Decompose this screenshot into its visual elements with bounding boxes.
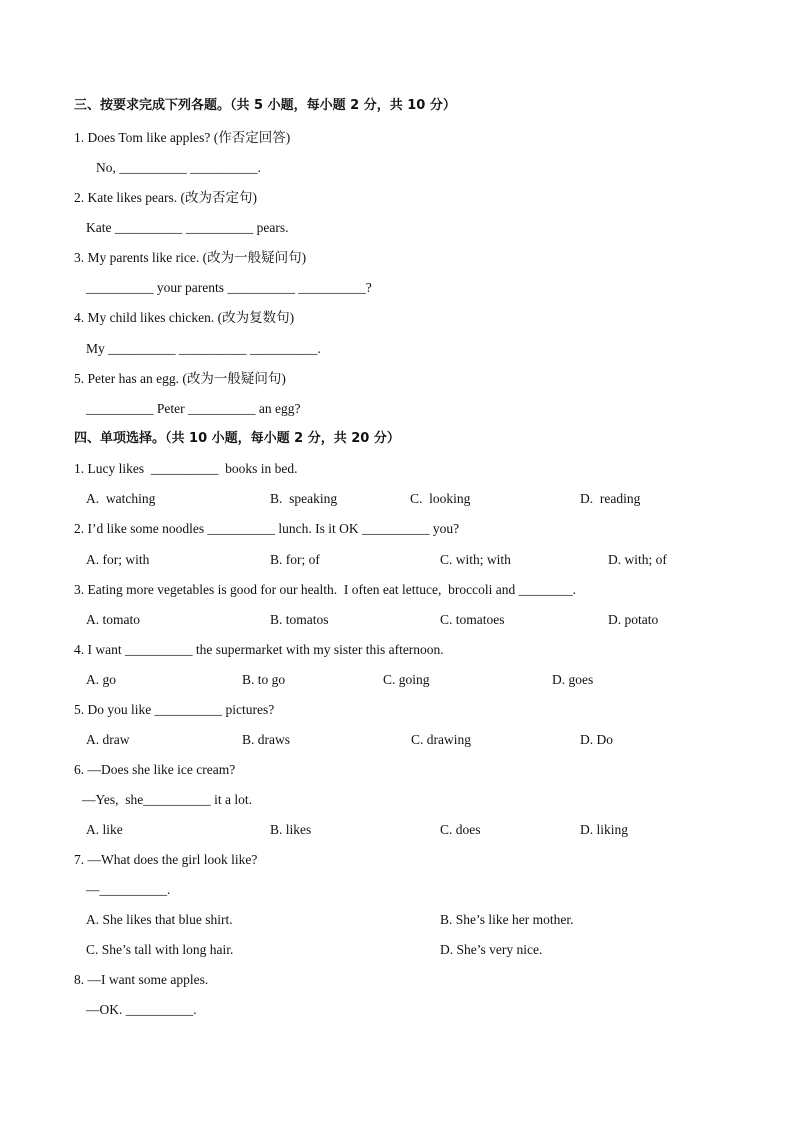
- s4-q7-option-b: B. She’s like her mother.: [440, 912, 574, 927]
- s4-q7-option-c: C. She’s tall with long hair.: [86, 942, 234, 957]
- s4-q6-stem: 6. —Does she like ice cream?: [74, 762, 236, 777]
- s4-q3-stem: 3. Eating more vegetables is good for our health. I often eat lettuce, broccoli and ________.: [74, 582, 576, 597]
- section3-heading: 三、按要求完成下列各题。（共 5 小题，每小题 2 分，共 10 分）: [74, 98, 456, 113]
- s4-q6-option-d: D. liking: [580, 822, 629, 837]
- section4-heading: 四、单项选择。（共 10 小题，每小题 2 分，共 20 分）: [74, 431, 400, 446]
- s3-q3-question: 3. My parents like rice. (改为一般疑问句): [74, 250, 307, 265]
- s4-q2-option-c: C. with; with: [440, 552, 511, 567]
- s4-q5-stem: 5. Do you like __________ pictures?: [74, 702, 275, 717]
- s4-q7-option-a: A. She likes that blue shirt.: [86, 912, 233, 927]
- s4-q5-option-b: B. draws: [242, 732, 290, 747]
- s4-q6-reply: —Yes, she__________ it a lot.: [82, 792, 253, 807]
- s4-q1-option-c: C. looking: [410, 491, 471, 506]
- s4-q8-reply: —OK. __________.: [86, 1002, 197, 1017]
- s4-q4-option-b: B. to go: [242, 672, 286, 687]
- s4-q3-option-c: C. tomatoes: [440, 612, 505, 627]
- s3-q3-answer-line: __________ your parents __________ __________?: [86, 280, 372, 295]
- s4-q2-stem: 2. I’d like some noodles __________ lunch. Is it OK __________ you?: [74, 521, 460, 536]
- s3-q4-question: 4. My child likes chicken. (改为复数句): [74, 310, 295, 325]
- s4-q8-stem: 8. —I want some apples.: [74, 972, 209, 987]
- s4-q6-option-b: B. likes: [270, 822, 312, 837]
- s3-q2-question: 2. Kate likes pears. (改为否定句): [74, 190, 257, 205]
- s4-q1-stem: 1. Lucy likes __________ books in bed.: [74, 461, 298, 476]
- s4-q5-option-c: C. drawing: [411, 732, 471, 747]
- s4-q2-option-a: A. for; with: [86, 552, 150, 567]
- s4-q4-option-a: A. go: [86, 672, 116, 687]
- s4-q1-option-d: D. reading: [580, 491, 641, 506]
- s4-q6-option-a: A. like: [86, 822, 123, 837]
- s4-q1-option-b: B. speaking: [270, 491, 338, 506]
- s3-q2-answer-line: Kate __________ __________ pears.: [86, 220, 289, 235]
- s4-q7-option-d: D. She’s very nice.: [440, 942, 543, 957]
- s3-q4-answer-line: My __________ __________ __________.: [86, 341, 321, 356]
- s4-q3-option-d: D. potato: [608, 612, 659, 627]
- s4-q7-stem: 7. —What does the girl look like?: [74, 852, 258, 867]
- s4-q4-option-d: D. goes: [552, 672, 594, 687]
- s3-q5-question: 5. Peter has an egg. (改为一般疑问句): [74, 371, 286, 386]
- s4-q7-reply: —__________.: [86, 882, 171, 897]
- s4-q3-option-a: A. tomato: [86, 612, 140, 627]
- s3-q1-answer-line: No, __________ __________.: [96, 160, 261, 175]
- s4-q3-option-b: B. tomatos: [270, 612, 329, 627]
- s4-q6-option-c: C. does: [440, 822, 481, 837]
- s4-q5-option-d: D. Do: [580, 732, 613, 747]
- s3-q5-answer-line: __________ Peter __________ an egg?: [86, 401, 301, 416]
- s4-q4-option-c: C. going: [383, 672, 430, 687]
- s4-q2-option-d: D. with; of: [608, 552, 667, 567]
- s4-q4-stem: 4. I want __________ the supermarket with my sister this afternoon.: [74, 642, 444, 657]
- s3-q1-question: 1. Does Tom like apples? (作否定回答): [74, 130, 291, 145]
- s4-q1-option-a: A. watching: [86, 491, 156, 506]
- s4-q2-option-b: B. for; of: [270, 552, 320, 567]
- s4-q5-option-a: A. draw: [86, 732, 130, 747]
